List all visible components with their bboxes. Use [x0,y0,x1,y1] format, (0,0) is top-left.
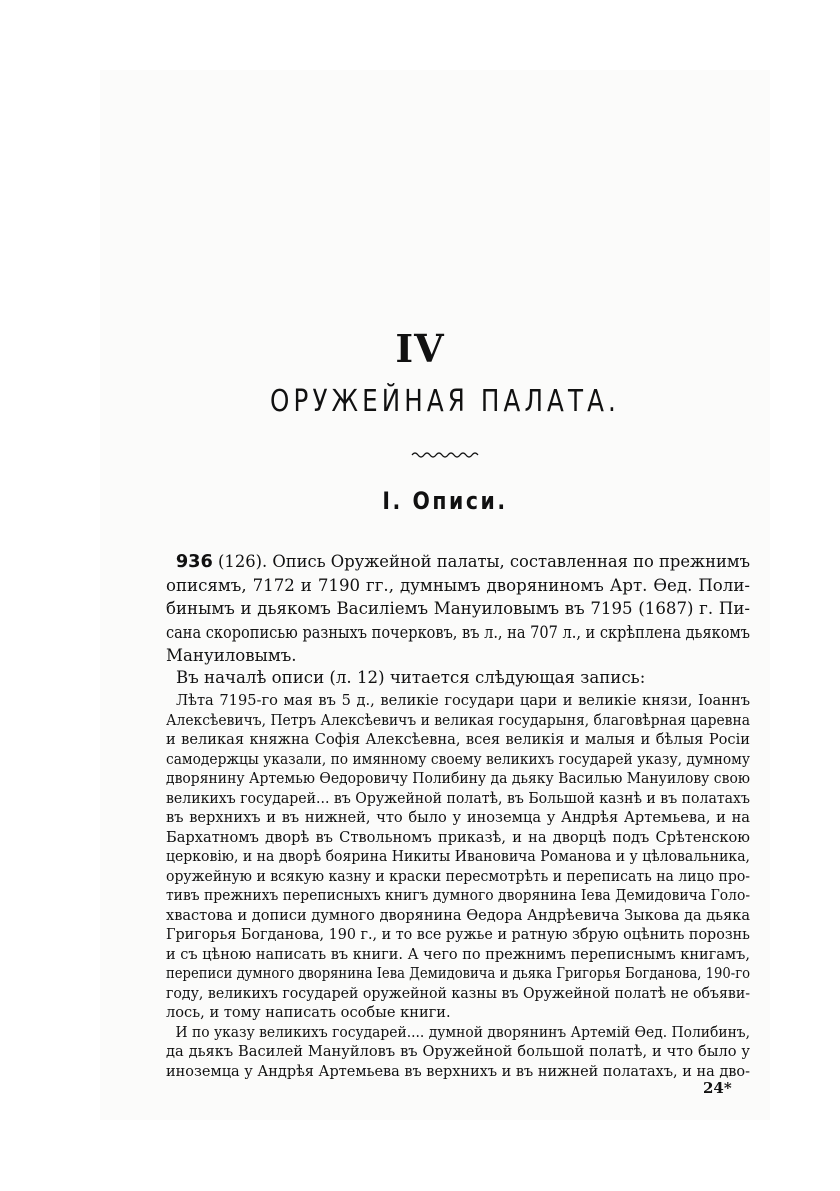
entry-line-3: бинымъ и дьякомъ Василіемъ Мануиловымъ въ 7195 (1687) г. Пи- [166,599,750,618]
entry-line-5: Мануиловымъ. [166,646,297,665]
quote-line-5: дворянину Артемью Ѳедоровичу Полибину да дьяку Василью Мануилову свою [166,770,750,787]
page-number: 24* [703,1079,732,1097]
quote-line-12: хвастова и дописи думного дворянина Ѳедора Андрѣевича Зыкова да дьяка [166,906,751,924]
quote-line-18: И по указу великихъ государей.... думной дворянинъ Артемій Ѳед. Полибинъ, [175,1023,751,1041]
section-title: I. Описи. [382,487,508,515]
quoted-record [166,691,750,1081]
chapter-number: IV [395,326,445,371]
quote-line-10: оружейную и всякую казну и краски пересмотрѣть и переписать на лицо про- [166,867,751,885]
decorative-flourish [410,450,480,460]
catalog-entry [166,550,750,668]
quote-line-9: церковію, и на дворѣ боярина Никиты Ивановича Романова и у цѣловальника, [166,848,750,865]
quote-line-8: Бархатномъ дворѣ въ Ствольномъ приказѣ, и на дворцѣ подъ Срѣтенскою [166,828,750,846]
quote-line-6: великихъ государей... въ Оружейной полатѣ, въ Большой казнѣ и въ полатахъ [166,789,750,807]
quote-line-11: тивъ прежнихъ переписныхъ книгъ думного дворянина Іева Демидовича Голо- [166,887,751,904]
quote-line-15: переписи думного дворянина Іева Демидовича и дьяка Григорья Богданова, 190-го [166,965,751,982]
entry-line-4: сана скорописью разныхъ почерковъ, въ л., на 707 л., и скрѣплена дьякомъ [166,622,751,642]
entry-line-2: описямъ, 7172 и 7190 гг., думнымъ дворяниномъ Арт. Ѳед. Поли- [166,575,750,595]
intro-paragraph [166,666,750,690]
quote-line-14: и съ цѣною написать въ книги. А чего по прежнимъ переписнымъ книгамъ, [166,945,751,963]
chapter-title: ОРУЖЕЙНАЯ ПАЛАТА. [270,384,620,419]
quote-line-17: лось, и тому написать особые книги. [166,1004,451,1021]
quote-line-3: и великая княжна Софія Алексѣевна, всея великія и малыя и бѣлыя Росіи [166,731,750,748]
quote-line-1: Лѣта 7195-го мая въ 5 д., великіе государи цари и великіе князи, Іоаннъ [176,692,750,709]
quote-line-13: Григорья Богданова, 190 г., и то все ружье и ратную збрую оцѣнить порознь [166,926,750,943]
quote-line-16: году, великихъ государей оружейной казны въ Оружейной полатѣ не объяви- [166,984,751,1002]
entry-line-1 [166,550,750,574]
quote-line-4: самодержцы указали, по имянному своему великихъ государей указу, думному [166,750,751,768]
quote-line-7: въ верхнихъ и въ нижней, что было у иноземца у Андрѣя Артемьева, и на [166,809,750,826]
quote-line-20: иноземца у Андрѣя Артемьева въ верхнихъ и въ нижней полатахъ, и на дво- [166,1062,751,1080]
entry-line-1-text: (126). Опись Оружейной палаты, составленная по прежнимъ [212,552,750,571]
quote-line-2: Алексѣевичъ, Петръ Алексѣевичъ и великая государыня, благовѣрная царевна [166,711,750,729]
entry-number: 936 [175,551,213,572]
intro-line: Въ началѣ описи (л. 12) читается слѣдующая запись: [176,668,646,687]
quote-line-19: да дьякъ Василей Мануйловъ въ Оружейной большой полатѣ, и что было у [166,1043,750,1060]
